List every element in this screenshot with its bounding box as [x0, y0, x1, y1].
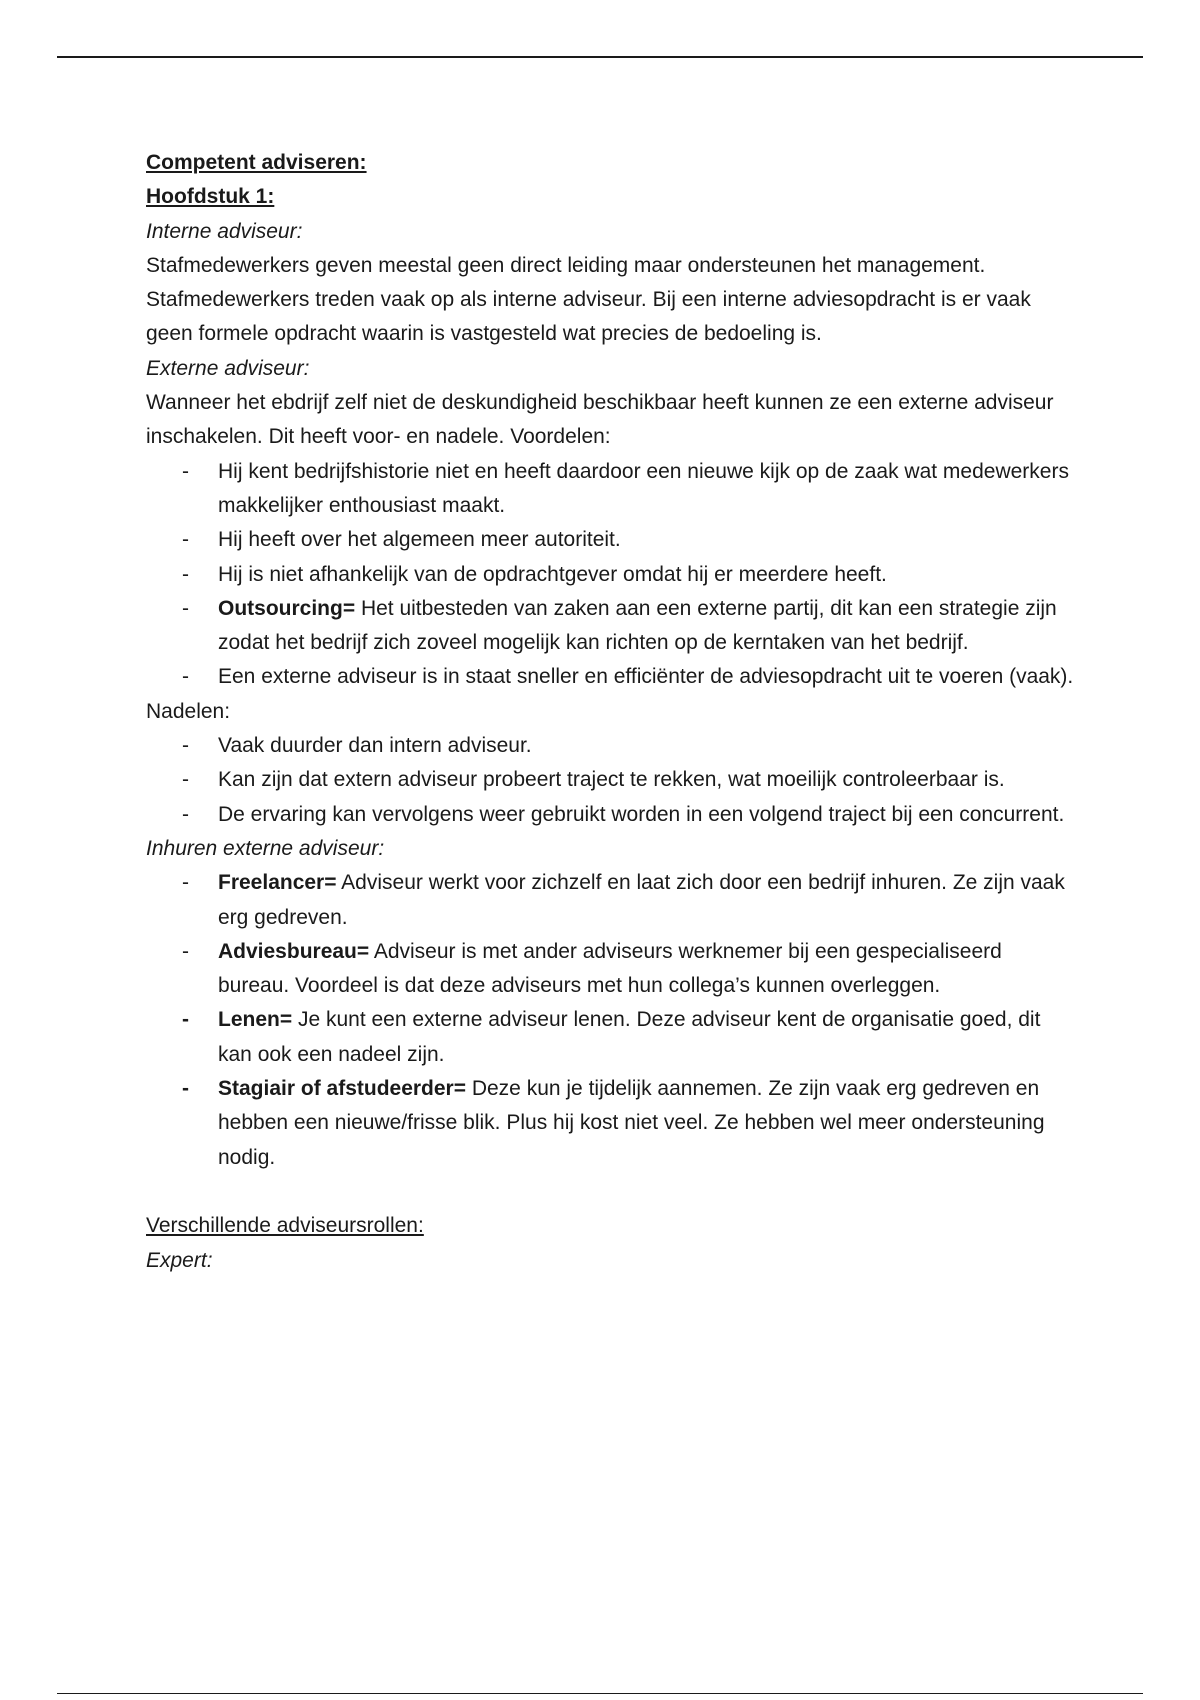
list-item: [146, 592, 1076, 661]
intern-title: Interne adviseur:: [146, 219, 303, 243]
list-item: [146, 763, 1076, 797]
document-heading: Competent adviseren:: [146, 151, 367, 174]
inhuren-title: Inhuren externe adviseur:: [146, 836, 385, 860]
footer-rule: [57, 1693, 1143, 1694]
list-item-text: Vaak duurder dan intern adviseur.: [218, 734, 532, 758]
list-item: [146, 523, 1076, 557]
nadelen-list: [146, 729, 1076, 832]
term-outsourcing: Outsourcing=: [218, 596, 356, 620]
list-item: [146, 1003, 1076, 1072]
blank-line: [146, 1175, 1076, 1209]
list-item-text: De ervaring kan vervolgens weer gebruikt worden in een volgend traject bij een concurrent.: [218, 802, 1065, 826]
list-item-text: Het uitbesteden van zaken aan een externe partij, dit kan een strategie zijn zodat het bedrijf zich zoveel mogelijk kan richten op de kerntaken van het bedrijf.: [218, 596, 1057, 655]
list-item-text: Kan zijn dat extern adviseur probeert traject te rekken, wat moeilijk controleerbaar is.: [218, 768, 1005, 792]
extern-title: Externe adviseur:: [146, 356, 310, 380]
list-item-text: Hij kent bedrijfshistorie niet en heeft daardoor een nieuwe kijk op de zaak wat medewerkers makkelijker enthousiast maakt.: [218, 459, 1069, 517]
list-item-text: Deze kun je tijdelijk aannemen. Ze zijn vaak erg gedreven en hebben een nieuwe/frisse blik. Plus hij kost niet veel. Ze hebben wel meer ondersteuning nodig.: [218, 1077, 1045, 1169]
list-item-text: Een externe adviseur is in staat sneller en efficiënter de adviesopdracht uit te voeren (vaak).: [218, 665, 1074, 689]
nadelen-label: Nadelen:: [146, 699, 231, 723]
extern-text: Wanneer het ebdrijf zelf niet de deskundigheid beschikbaar heeft kunnen ze een externe adviseur inschakelen. Dit heeft voor- en nadele. Voordelen:: [146, 391, 1054, 449]
list-item-text: Hij heeft over het algemeen meer autoriteit.: [218, 528, 621, 552]
list-item: [146, 866, 1076, 935]
list-item: [146, 935, 1076, 1004]
intern-text: Stafmedewerkers geven meestal geen direct leiding maar ondersteunen het management. Stafmedewerkers treden vaak op als interne adviseur. Bij een interne adviesopdracht is er vaak geen formele opdracht waarin is vastgesteld wat precies de bedoeling is.: [146, 253, 1031, 346]
list-item: [146, 660, 1076, 694]
chapter-heading: Hoofdstuk 1:: [146, 185, 275, 209]
list-item-text: Hij is niet afhankelijk van de opdrachtgever omdat hij er meerdere heeft.: [218, 562, 887, 586]
expert-title: Expert:: [146, 1248, 213, 1272]
list-item: [146, 729, 1076, 763]
term-stagiair: Stagiair of afstudeerder=: [218, 1077, 466, 1101]
term-adviesbureau: Adviesbureau=: [218, 939, 370, 963]
list-item: [146, 455, 1076, 524]
list-item: [146, 798, 1076, 832]
list-item: [146, 1072, 1076, 1175]
list-item: [146, 558, 1076, 592]
list-item-text: Adviseur is met ander adviseurs werknemer bij een gespecialiseerd bureau. Voordeel is dat deze adviseurs met hun collega’s kunnen overleggen.: [218, 939, 1002, 998]
header-rule: [57, 56, 1143, 58]
list-item-text: Adviseur werkt voor zichzelf en laat zich door een bedrijf inhuren. Ze zijn vaak erg gedreven.: [218, 871, 1065, 929]
voordelen-list: [146, 455, 1076, 695]
document-body: [146, 146, 1076, 1278]
rollen-title: Verschillende adviseursrollen:: [146, 1214, 424, 1238]
list-item-text: Je kunt een externe adviseur lenen. Deze adviseur kent de organisatie goed, dit kan ook een nadeel zijn.: [218, 1008, 1041, 1066]
term-lenen: Lenen=: [218, 1008, 293, 1032]
inhuren-list: [146, 866, 1076, 1175]
term-freelancer: Freelancer=: [218, 871, 337, 895]
